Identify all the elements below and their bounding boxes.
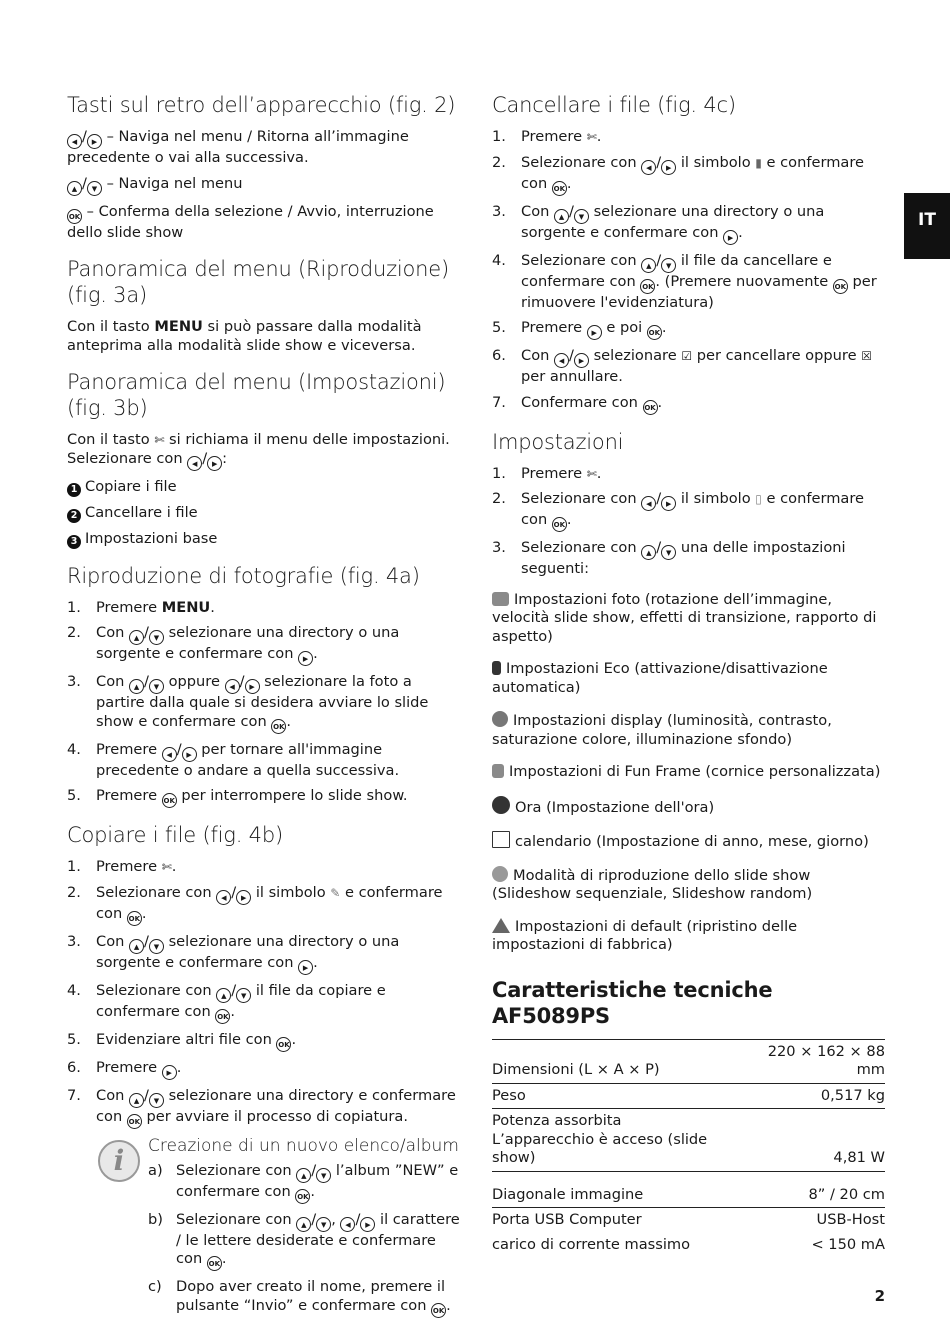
table-row: Diagonale immagine 8” / 20 cm — [492, 1171, 885, 1208]
section-back-buttons — [67, 92, 461, 242]
step: 2. Selezionare con ◀ / ▶ il simbolo ▮ e confermare con OK . — [492, 154, 886, 196]
ok-button-icon: OK — [127, 911, 142, 926]
copy-symbol-icon: ✎ — [330, 885, 341, 900]
text: Impostazioni base — [85, 529, 218, 547]
section-copy-files — [67, 822, 461, 1318]
calendar-icon — [492, 831, 510, 848]
step: 1. Premere ✄. — [492, 128, 602, 145]
text: – Conferma della selezione / Avvio, interruzione dello slide show — [67, 202, 434, 241]
clock-icon — [492, 796, 510, 814]
nav-up-down-line: ▲ / ▼ – Naviga nel menu — [67, 175, 461, 196]
checkbox-icon: ☑ — [681, 349, 693, 363]
section-photo-playback — [67, 563, 461, 809]
section-title: Caratteristiche tecniche AF5089PS — [492, 977, 773, 1028]
note-step: c) Dopo aver creato il nome, premere il pulsante “Invio” e confermare con OK . — [148, 1278, 461, 1318]
number-badge: 1 — [67, 483, 81, 497]
step: 6. Premere ▶ . — [67, 1059, 461, 1080]
language-tab: IT — [904, 193, 950, 259]
right-button-icon: ▶ — [661, 160, 676, 175]
step: 6. Con ◀ / ▶ selezionare ☑ per cancellare oppure ☒ per annullare. — [492, 347, 872, 385]
right-button-icon: ▶ — [87, 134, 102, 149]
ok-button-icon: OK — [640, 279, 655, 294]
section-title: Panoramica del menu (Riproduzione) (fig. 3a) — [67, 257, 449, 307]
up-button-icon: ▲ — [296, 1168, 311, 1183]
text: – Naviga nel menu / Ritorna all’immagine precedente o vai alla successiva. — [67, 128, 409, 166]
step: 1. Premere MENU. — [67, 598, 215, 616]
ok-button-icon: OK — [67, 209, 82, 224]
right-button-icon: ▶ — [587, 325, 602, 340]
paragraph — [67, 318, 461, 355]
step: 1. Premere ✄. — [492, 464, 602, 482]
text: Con il tasto — [67, 318, 155, 335]
table-row: Dimensioni (L × A × P) 220 × 162 × 88 mm — [492, 1039, 885, 1083]
table-row: Peso 0,517 kg — [492, 1083, 885, 1109]
info-note — [67, 1136, 461, 1318]
right-button-icon: ▶ — [661, 496, 676, 511]
ok-button-icon: OK — [207, 1256, 222, 1271]
up-button-icon: ▲ — [129, 939, 144, 954]
step: 7. Confermare con OK . — [492, 394, 886, 415]
up-button-icon: ▲ — [216, 988, 231, 1003]
list-item — [67, 530, 461, 549]
setting-option: Impostazioni Eco (attivazione/disattivazione automatica) — [492, 660, 828, 696]
up-button-icon: ▲ — [554, 209, 569, 224]
up-button-icon: ▲ — [129, 630, 144, 645]
setting-option: Impostazioni di Fun Frame (cornice personalizzata) — [492, 763, 886, 782]
left-button-icon: ◀ — [340, 1217, 355, 1232]
right-button-icon: ▶ — [207, 456, 222, 471]
info-icon: i — [98, 1140, 140, 1182]
text: si può passare dalla modalità anteprima alla modalità slide show e viceversa. — [67, 318, 422, 354]
number-badge: 2 — [67, 509, 81, 523]
step: 4. Selezionare con ▲ / ▼ il file da cancellare e confermare con OK . (Premere nuovamente OK per rimuovere l'evidenziatura) — [492, 251, 877, 311]
left-button-icon: ◀ — [162, 747, 177, 762]
setting-option: Impostazioni di default (ripristino delle impostazioni di fabbrica) — [492, 917, 798, 953]
right-button-icon: ▶ — [245, 679, 260, 694]
section-title: Tasti sul retro dell’apparecchio (fig. 2) — [67, 93, 456, 117]
tools-icon: ✄ — [161, 860, 172, 874]
menu-key-label: MENU — [154, 318, 203, 335]
text: si richiama il menu delle impostazioni. Selezionare con — [67, 431, 450, 467]
right-button-icon: ▶ — [162, 1065, 177, 1080]
ok-button-icon: OK — [271, 719, 286, 734]
left-button-icon: ◀ — [67, 134, 82, 149]
setting-option: Impostazioni foto (rotazione dell’immagine, velocità slide show, effetti di transizione, rapporto di aspetto) — [492, 590, 877, 645]
section-menu-settings — [67, 369, 461, 549]
warning-icon — [492, 918, 510, 933]
down-button-icon: ▼ — [661, 258, 676, 273]
table-row: Porta USB Computer USB-Host — [492, 1211, 885, 1228]
text: – Naviga nel menu — [106, 174, 243, 192]
down-button-icon: ▼ — [316, 1217, 331, 1232]
section-settings — [492, 429, 886, 955]
section-menu-playback — [67, 256, 461, 355]
right-button-icon: ▶ — [298, 651, 313, 666]
section-delete-files — [492, 92, 886, 415]
step: 4. Selezionare con ▲ / ▼ il file da copiare e confermare con OK . — [67, 982, 461, 1024]
step: 3. Con ▲ / ▼ selezionare una directory o una sorgente e confermare con ▶ . — [492, 203, 886, 245]
photo-settings-icon — [492, 592, 509, 606]
paragraph: Con il tasto ✄ si richiama il menu delle impostazioni. Selezionare con ◀ / ▶ : — [67, 431, 461, 471]
step: 5. Premere ▶ e poi OK . — [492, 319, 886, 340]
left-button-icon: ◀ — [641, 160, 656, 175]
section-title: Copiare i file (fig. 4b) — [67, 823, 283, 847]
down-button-icon: ▼ — [149, 939, 164, 954]
right-button-icon: ▶ — [360, 1217, 375, 1232]
step: 7. Con ▲ / ▼ selezionare una directory e confermare con OK per avviare il processo di copiatura. — [67, 1087, 461, 1129]
up-button-icon: ▲ — [641, 545, 656, 560]
ok-button-icon: OK — [295, 1189, 310, 1204]
right-column — [492, 92, 886, 1271]
ok-button-icon: OK — [215, 1009, 230, 1024]
ok-button-icon: OK — [552, 517, 567, 532]
down-button-icon: ▼ — [661, 545, 676, 560]
step: 1. Premere ✄. — [67, 858, 177, 875]
down-button-icon: ▼ — [574, 209, 589, 224]
page-number: 2 — [874, 1287, 885, 1305]
tools-icon: ✄ — [586, 130, 597, 144]
right-button-icon: ▶ — [298, 960, 313, 975]
step: 3. Selezionare con ▲ / ▼ una delle impostazioni seguenti: — [492, 539, 846, 577]
text: Con il tasto — [67, 431, 155, 448]
down-button-icon: ▼ — [149, 1093, 164, 1108]
setting-option: Modalità di riproduzione dello slide show (Slideshow sequenziale, Slideshow random) — [492, 866, 813, 902]
table-row: Potenza assorbita — [492, 1112, 622, 1129]
up-button-icon: ▲ — [296, 1217, 311, 1232]
right-button-icon: ▶ — [182, 747, 197, 762]
slideshow-mode-icon — [492, 866, 508, 882]
settings-symbol-icon: ▯ — [755, 492, 762, 506]
down-button-icon: ▼ — [149, 630, 164, 645]
right-button-icon: ▶ — [723, 230, 738, 245]
ok-button-icon: OK — [647, 325, 662, 340]
left-button-icon: ◀ — [641, 496, 656, 511]
step: 3. Con ▲ / ▼ oppure ◀ / ▶ selezionare la foto a partire dalla quale si desidera avviare lo slide show e confermare con OK . — [67, 673, 461, 734]
right-button-icon: ▶ — [236, 890, 251, 905]
tools-icon: ✄ — [154, 433, 165, 447]
list-item — [67, 478, 461, 497]
section-title: Riproduzione di fotografie (fig. 4a) — [67, 563, 420, 588]
cancel-box-icon: ☒ — [861, 349, 872, 363]
left-column — [67, 92, 461, 1332]
section-title: Impostazioni — [492, 429, 624, 454]
trash-symbol-icon: ▮ — [755, 155, 762, 170]
setting-option: calendario (Impostazione di anno, mese, giorno) — [492, 831, 886, 852]
ok-button-icon: OK — [127, 1114, 142, 1129]
note-step: b) Selezionare con ▲ / ▼ , ◀ / ▶ il carattere / le lettere desiderate e confermare con OK . — [148, 1211, 461, 1272]
ok-button-icon: OK — [833, 279, 848, 294]
step: 4. Premere ◀ / ▶ per tornare all'immagine precedente o andare a quella successiva. — [67, 740, 400, 779]
up-button-icon: ▲ — [129, 679, 144, 694]
ok-button-icon: OK — [276, 1037, 291, 1052]
step: 3. Con ▲ / ▼ selezionare una directory o una sorgente e confermare con ▶ . — [67, 933, 461, 975]
ok-line — [67, 203, 461, 243]
left-button-icon: ◀ — [225, 679, 240, 694]
note-step: a) Selezionare con ▲ / ▼ l’album ”NEW” e confermare con OK . — [148, 1162, 461, 1204]
step: 2. Selezionare con ◀ / ▶ il simbolo ▯ e confermare con OK . — [492, 490, 886, 532]
right-button-icon: ▶ — [574, 353, 589, 368]
menu-key-label: MENU — [161, 598, 211, 616]
list-item — [67, 504, 461, 523]
left-button-icon: ◀ — [216, 890, 231, 905]
text: Cancellare i file — [85, 503, 198, 521]
down-button-icon: ▼ — [316, 1168, 331, 1183]
section-specs — [492, 977, 886, 1258]
number-badge: 3 — [67, 535, 81, 549]
ok-button-icon: OK — [643, 400, 658, 415]
step: 2. Con ▲ / ▼ selezionare una directory o una sorgente e confermare con ▶ . — [67, 624, 461, 666]
text: Copiare i file — [85, 477, 177, 495]
left-button-icon: ◀ — [187, 456, 202, 471]
table-row: carico di corrente massimo < 150 mA — [492, 1235, 885, 1253]
ok-button-icon: OK — [552, 181, 567, 196]
step: 5. Premere OK per interrompere lo slide show. — [67, 787, 461, 808]
note-title: Creazione di un nuovo elenco/album — [148, 1135, 459, 1156]
fun-frame-icon — [492, 764, 504, 778]
section-title: Cancellare i file (fig. 4c) — [492, 93, 736, 117]
specs-table — [492, 1039, 885, 1258]
section-title: Panoramica del menu (Impostazioni) (fig. 3b) — [67, 370, 446, 420]
display-settings-icon — [492, 711, 508, 727]
up-button-icon: ▲ — [67, 181, 82, 196]
nav-left-right-line: ◀ / ▶ – Naviga nel menu / Ritorna all’immagine precedente o vai alla successiva. — [67, 128, 409, 166]
ok-button-icon: OK — [162, 793, 177, 808]
step: 2. Selezionare con ◀ / ▶ il simbolo ✎ e confermare con OK . — [67, 884, 461, 926]
left-button-icon: ◀ — [554, 353, 569, 368]
tools-icon: ✄ — [586, 466, 597, 481]
eco-settings-icon — [492, 661, 501, 675]
down-button-icon: ▼ — [236, 988, 251, 1003]
setting-option: Impostazioni display (luminosità, contrasto, saturazione colore, illuminazione sfondo) — [492, 712, 832, 748]
down-button-icon: ▼ — [149, 679, 164, 694]
down-button-icon: ▼ — [87, 181, 102, 196]
table-row: L’apparecchio è acceso (slide show) 4,81 W — [492, 1130, 885, 1166]
step: 5. Evidenziare altri file con OK . — [67, 1031, 461, 1052]
ok-button-icon: OK — [431, 1303, 446, 1318]
setting-option: Ora (Impostazione dell'ora) — [492, 796, 886, 818]
up-button-icon: ▲ — [129, 1093, 144, 1108]
up-button-icon: ▲ — [641, 258, 656, 273]
